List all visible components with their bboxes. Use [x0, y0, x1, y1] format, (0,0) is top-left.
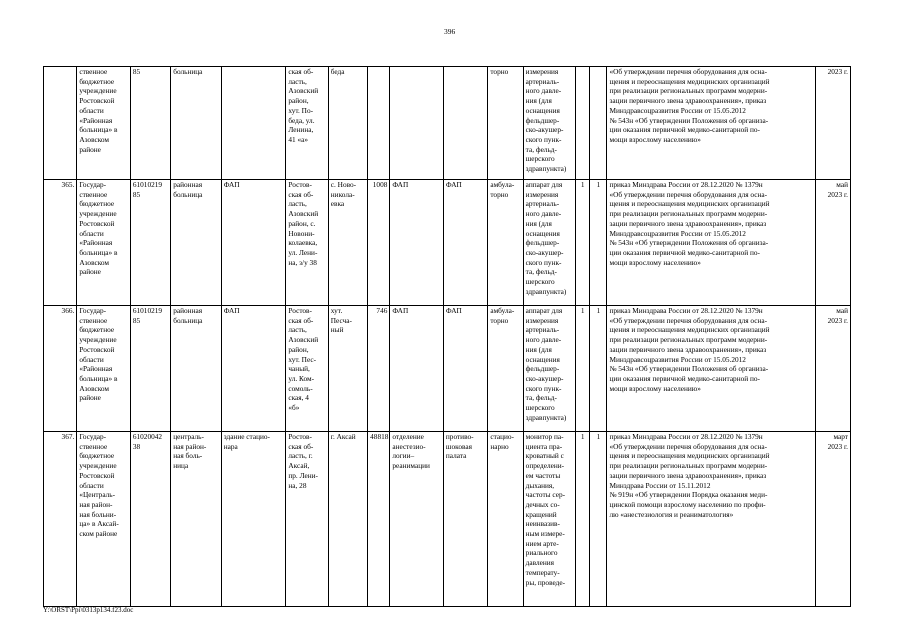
equipment-table — [43, 66, 851, 607]
delivery-date-cell: март 2023 г. — [815, 432, 850, 607]
organization-code-cell: 61020042 38 — [130, 432, 170, 607]
quantity-purchased-cell: 1 — [590, 432, 607, 607]
building-type-cell — [221, 67, 286, 180]
organization-name-cell: Государ- ственное бюджетное учреждение Ростовской области «Районная больница» в Азовском районе — [77, 180, 131, 306]
unit-name-cell: ФАП — [443, 180, 487, 306]
organization-name-cell: Государ- ственное бюджетное учреждение Ростовской области «Централь- ная район- ная больни- ца» в Аксай- ском районе — [77, 432, 131, 607]
facility-type-cell: больница — [171, 67, 222, 180]
building-type-cell: ФАП — [221, 180, 286, 306]
quantity-purchased-cell: 1 — [590, 306, 607, 432]
facility-type-cell: районная больница — [171, 306, 222, 432]
care-type-cell: амбула- торно — [488, 306, 523, 432]
facility-type-cell: централь- ная район- ная боль- ница — [171, 432, 222, 607]
settlement-name-cell: с. Ново- никола- евка — [328, 180, 367, 306]
quantity-planned-cell: 1 — [576, 180, 590, 306]
page-number: 396 — [444, 27, 456, 36]
table-row — [44, 432, 851, 607]
facility-type-cell: районная больница — [171, 180, 222, 306]
quantity-purchased-cell: 1 — [590, 180, 607, 306]
row-number-cell: 367. — [44, 432, 77, 607]
table-row — [44, 306, 851, 432]
building-type-cell: здание стацио- нара — [221, 432, 286, 607]
delivery-date-cell: май 2023 г. — [815, 180, 850, 306]
equipment-name-cell: аппарат для измерения артериаль- ного давле- ния (для оснащения фельдшер- ско-акушер- ского пунк- та, фельд- шерского здравпункта) — [523, 180, 576, 306]
regulatory-basis-cell: «Об утверждении перечня оборудования для осна- щения и переоснащения медицинских организаций при реализации региональных программ модерни- зации первичного звена здравоохранения», приказ Минздравсоцразвития России от 15.05.2012 № 543н «Об утверждении Положения об организа- ции оказания первичной медико-санитарной по- мощи взрослому населению» — [607, 67, 815, 180]
row-number-cell: 366. — [44, 306, 77, 432]
quantity-planned-cell — [576, 67, 590, 180]
quantity-planned-cell: 1 — [576, 432, 590, 607]
facility-address-cell: Ростов- ская об- ласть, г. Аксай, пр. Лени- на, 28 — [286, 432, 328, 607]
table-row — [44, 180, 851, 306]
department-name-cell: отделение анестезио- логии– реанимации — [390, 432, 444, 607]
footer-file-path: Y:\ORST\Ppi\0313p134.f23.doc — [43, 606, 134, 614]
unit-name-cell: противо- шоковая палата — [443, 432, 487, 607]
facility-address-cell: Ростов- ская об- ласть, Азовский район, с. Новони- колаевка, ул. Лени- на, з/у 38 — [286, 180, 328, 306]
quantity-planned-cell: 1 — [576, 306, 590, 432]
row-number-cell — [44, 67, 77, 180]
equipment-name-cell: измерения артериаль- ного давле- ния (для оснащения фельдшер- ско-акушер- ского пунк- та, фельд- шерского здравпункта) — [523, 67, 576, 180]
equipment-name-cell: монитор па- циента пра- кроватный с определени- ем частоты дыхания, частоты сер- дечных со- кращений неинвазив- ным измере- нием арте- риального давления температу- ры, проведе- — [523, 432, 576, 607]
building-type-cell: ФАП — [221, 306, 286, 432]
settlement-name-cell: хут. Песча- ный — [328, 306, 367, 432]
settlement-name-cell: г. Аксай — [328, 432, 367, 607]
unit-name-cell: ФАП — [443, 306, 487, 432]
population-count-cell: 1008 — [368, 180, 390, 306]
facility-address-cell: Ростов- ская об- ласть, Азовский район, хут. Пес- чаный, ул. Ком- сомоль- ская, 4 «б» — [286, 306, 328, 432]
regulatory-basis-cell: приказ Минздрава России от 28.12.2020 № 1379н «Об утверждении перечня оборудования для осна- щения и переоснащения медицинских организаций при реализации региональных программ модерни- зации первичного звена здравоохранения», приказ Минздравсоцразвития России от 15.05.2012 № 543н «Об утверждении Положения об организа- ции оказания первичной медико-санитарной по- мощи взрослому населению» — [607, 306, 815, 432]
table-row — [44, 67, 851, 180]
care-type-cell: амбула- торно — [488, 180, 523, 306]
department-name-cell: ФАП — [390, 306, 444, 432]
delivery-date-cell: май 2023 г. — [815, 306, 850, 432]
delivery-date-cell: 2023 г. — [815, 67, 850, 180]
organization-code-cell: 61010219 85 — [130, 180, 170, 306]
facility-address-cell: ская об- ласть, Азовский район, хут. По- беда, ул. Ленина, 41 «а» — [286, 67, 328, 180]
equipment-name-cell: аппарат для измерения артериаль- ного давле- ния (для оснащения фельдшер- ско-акушер- ского пунк- та, фельд- шерского здравпункта) — [523, 306, 576, 432]
organization-name-cell: Государ- ственное бюджетное учреждение Ростовской области «Районная больница» в Азовском районе — [77, 306, 131, 432]
population-count-cell: 746 — [368, 306, 390, 432]
regulatory-basis-cell: приказ Минздрава России от 28.12.2020 № 1379н «Об утверждении перечня оборудования для осна- щения и переоснащения медицинских организаций при реализации региональных программ модерни- зации первичного звена здравоохранения», приказ Минздравсоцразвития России от 15.05.2012 № 543н «Об утверждении Положения об организа- ции оказания первичной медико-санитарной по- мощи взрослому населению» — [607, 180, 815, 306]
row-number-cell: 365. — [44, 180, 77, 306]
regulatory-basis-cell: приказ Минздрава России от 28.12.2020 № 1379н «Об утверждении перечня оборудования для осна- щения и переоснащения медицинских организаций при реализации региональных программ модерни- зации первичного звена здравоохранения», приказ Минздрава России от 15.11.2012 № 919н «Об утверждении Порядка оказания меди- цинской помощи взрослому населению по профи- лю «анестезиология и реаниматология» — [607, 432, 815, 607]
care-type-cell: стацио- нарно — [488, 432, 523, 607]
unit-name-cell — [443, 67, 487, 180]
organization-code-cell: 61010219 85 — [130, 306, 170, 432]
department-name-cell — [390, 67, 444, 180]
organization-name-cell: ственное бюджетное учреждение Ростовской области «Районная больница» в Азовском районе — [77, 67, 131, 180]
care-type-cell: торно — [488, 67, 523, 180]
settlement-name-cell: беда — [328, 67, 367, 180]
population-count-cell: 48818 — [368, 432, 390, 607]
population-count-cell — [368, 67, 390, 180]
quantity-purchased-cell — [590, 67, 607, 180]
organization-code-cell: 85 — [130, 67, 170, 180]
department-name-cell: ФАП — [390, 180, 444, 306]
